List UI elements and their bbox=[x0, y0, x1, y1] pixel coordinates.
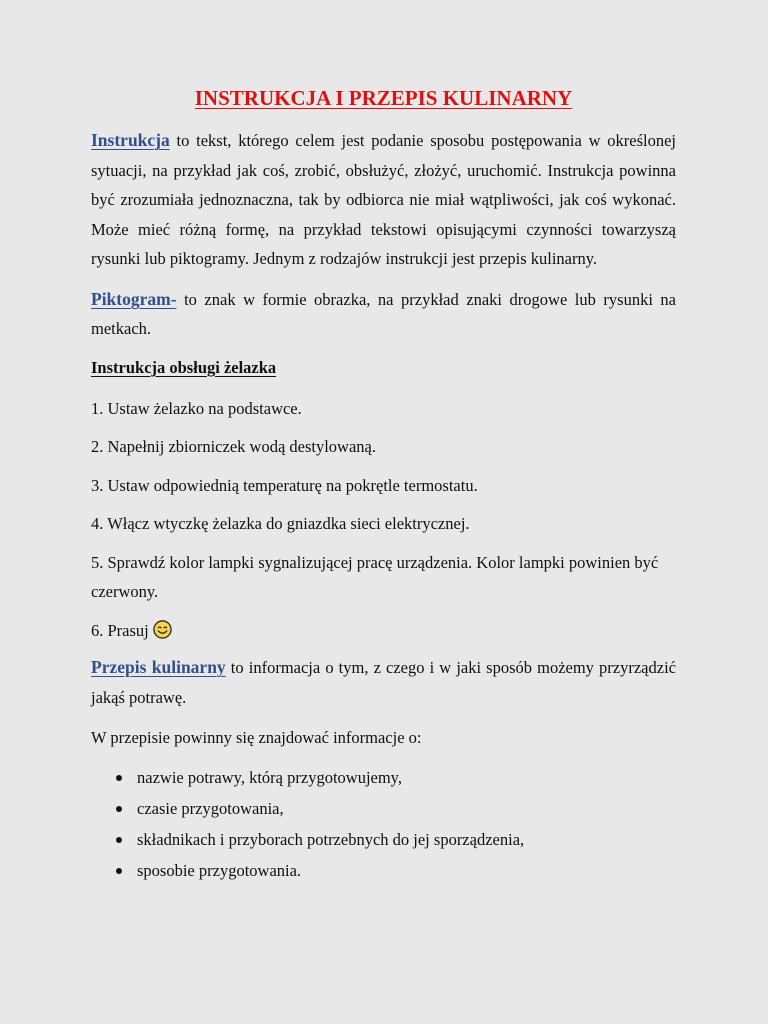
recipe-info-list bbox=[91, 762, 676, 886]
przepis-text: to informacja o tym, z czego i w jaki sposób możemy przyrządzić jakąś potrawę. bbox=[91, 658, 676, 707]
list-item: nazwie potrawy, którą przygotowujemy, bbox=[137, 762, 676, 793]
instrukcja-term: Instrukcja bbox=[91, 130, 170, 150]
piktogram-term: Piktogram- bbox=[91, 288, 177, 309]
iron-step-4: 4. Włącz wtyczkę żelazka do gniazdka sieci elektrycznej. bbox=[91, 514, 470, 533]
przepis-term: Przepis kulinarny bbox=[91, 657, 226, 677]
iron-step-6-text: 6. Prasuj bbox=[91, 620, 149, 640]
iron-step-1: 1. Ustaw żelazko na podstawce. bbox=[91, 398, 302, 418]
list-intro: W przepisie powinny się znajdować informacje o: bbox=[91, 728, 422, 747]
smiling-face-icon bbox=[153, 619, 172, 638]
przepis-definition bbox=[91, 653, 676, 712]
list-item: składnikach i przyborach potrzebnych do jej sporządzenia, bbox=[137, 824, 676, 855]
iron-step-3: 3. Ustaw odpowiednią temperaturę na pokrętle termostatu. bbox=[91, 475, 478, 495]
iron-instructions-heading: Instrukcja obsługi żelazka bbox=[91, 357, 277, 377]
piktogram-text: to znak w formie obrazka, na przykład znaki drogowe lub rysunki na metkach. bbox=[91, 289, 676, 338]
iron-step-6 bbox=[91, 616, 676, 646]
instrukcja-text: to tekst, którego celem jest podanie sposobu postępowania w określonej sytuacji, na przykład jak coś, zrobić, obsłużyć, złożyć, uruchomić. Instrukcja powinna być zrozumiała jednoznaczna, tak by odbiorca nie miał wątpliwości, jak coś wykonać. Może mieć różną formę, na przykład tekstowi opisującymi czynności towarzyszą rysunki lub piktogramy. Jednym z rodzajów instrukcji jest przepis kulinarny. bbox=[91, 131, 676, 268]
document-title: INSTRUKCJA I PRZEPIS KULINARNY bbox=[194, 86, 573, 110]
iron-step-2: 2. Napełnij zbiorniczek wodą destylowaną. bbox=[91, 437, 376, 456]
list-item: sposobie przygotowania. bbox=[137, 855, 676, 886]
list-item: czasie przygotowania, bbox=[137, 793, 676, 824]
piktogram-definition bbox=[91, 285, 676, 344]
iron-step-5: 5. Sprawdź kolor lampki sygnalizującej pracę urządzenia. Kolor lampki powinien być czerwony. bbox=[91, 552, 659, 601]
instrukcja-definition bbox=[91, 126, 676, 274]
